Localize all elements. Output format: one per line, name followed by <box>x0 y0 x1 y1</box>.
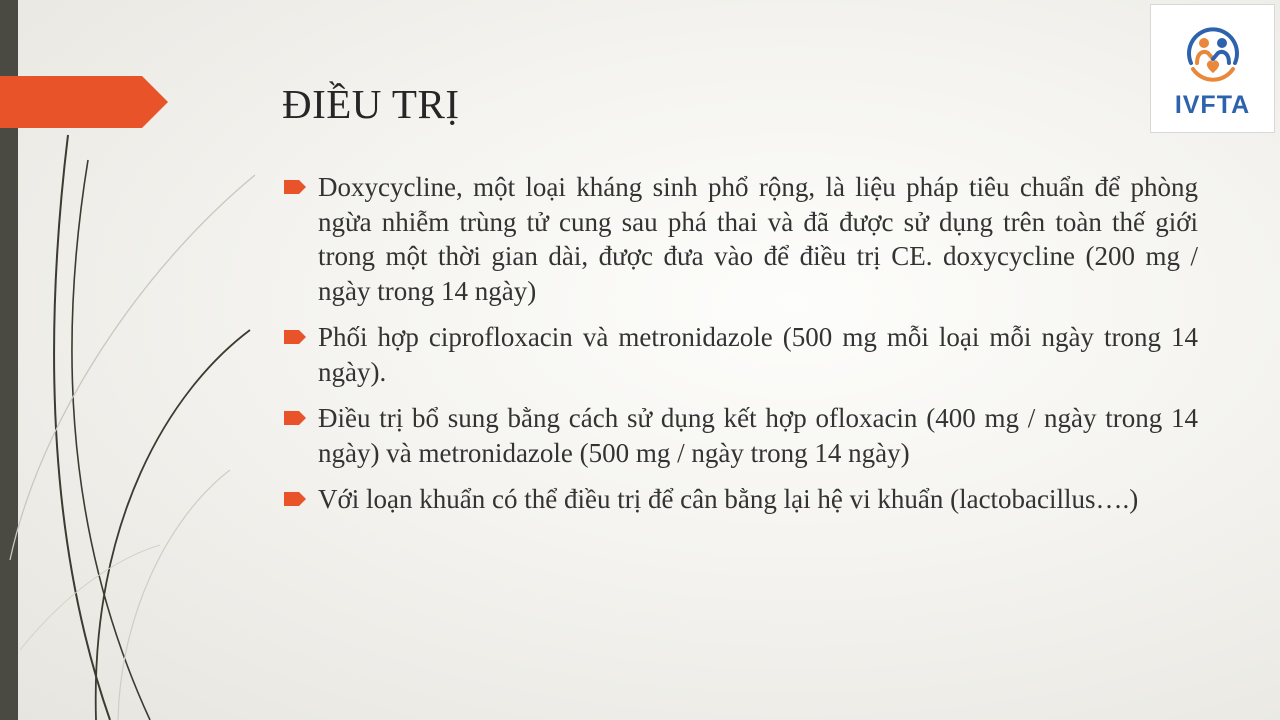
bullet-text: Điều trị bổ sung bằng cách sử dụng kết hợp ofloxacin (400 mg / ngày trong 14 ngày) và metronidazole (500 mg / ngày trong 14 ngày) <box>318 403 1198 468</box>
ivfta-logo <box>1150 4 1275 133</box>
bullet-text: Với loạn khuẩn có thể điều trị để cân bằng lại hệ vi khuẩn (lactobacillus….) <box>318 484 1139 514</box>
arrow-bullet-icon <box>284 492 306 506</box>
arrow-bullet-icon <box>284 411 306 425</box>
bullet-item <box>284 401 1198 470</box>
bullet-text: Phối hợp ciprofloxacin và metronidazole (500 mg mỗi loại mỗi ngày trong 14 ngày). <box>318 322 1198 387</box>
bullet-item <box>284 482 1198 517</box>
arrow-bullet-icon <box>284 330 306 344</box>
bullet-item <box>284 170 1198 308</box>
title-accent-arrow <box>0 76 168 128</box>
bullet-text: Doxycycline, một loại kháng sinh phổ rộng, là liệu pháp tiêu chuẩn để phòng ngừa nhiễm trùng tử cung sau phá thai và đã được sử dụng trên toàn thế giới trong một thời gian dài, được đưa vào để điều trị CE. doxycycline (200 mg / ngày trong 14 ngày) <box>318 172 1198 306</box>
logo-text: IVFTA <box>1174 91 1251 119</box>
bullet-item <box>284 320 1198 389</box>
arrow-bullet-icon <box>284 180 306 194</box>
slide-title: ĐIỀU TRỊ <box>282 81 460 127</box>
bullet-list <box>284 170 1198 529</box>
family-heart-icon <box>1181 23 1245 89</box>
